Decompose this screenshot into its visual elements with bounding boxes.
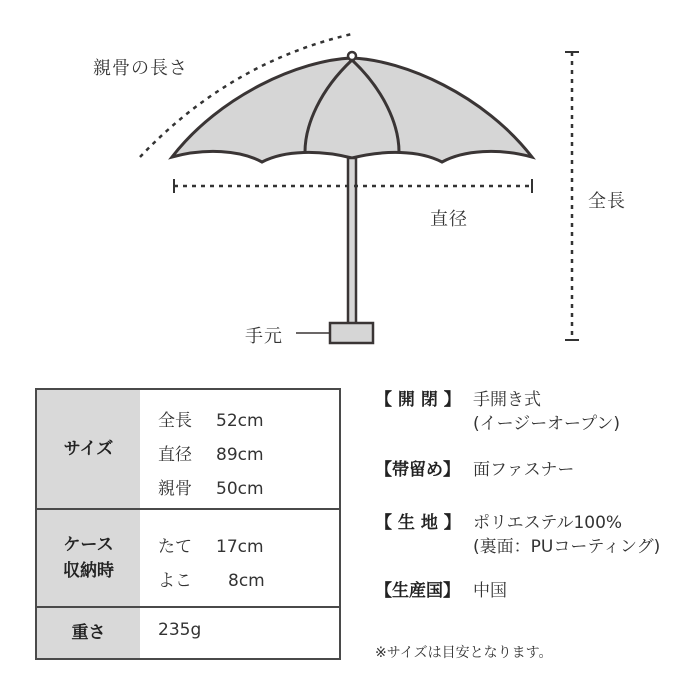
spec-header-case-line1: ケース [63, 535, 114, 555]
handle-label: 手元 [245, 326, 283, 347]
detail-value: ポリエステル100% [473, 513, 623, 533]
spec-header-weight: 重さ [37, 608, 140, 658]
spec-row-weight [37, 608, 339, 658]
spec-key: たて [158, 537, 192, 557]
umbrella-handle [330, 323, 373, 343]
umbrella-shaft [348, 158, 356, 324]
spec-body-case [140, 510, 339, 606]
spec-value: 89cm [216, 445, 264, 465]
spec-line [158, 532, 264, 557]
spec-value: 8cm [228, 571, 265, 591]
diameter-label: 直径 [430, 209, 468, 230]
spec-line [158, 566, 265, 591]
detail-strap [375, 458, 574, 482]
spec-body-weight [140, 608, 339, 658]
detail-label: 【生産国】 [375, 581, 460, 601]
spec-value: 235g [158, 620, 202, 640]
detail-value: 面ファスナー [473, 460, 575, 480]
spec-line [158, 474, 264, 499]
spec-header-case [37, 510, 140, 606]
spec-key: 親骨 [158, 479, 192, 499]
umbrella-tip [348, 52, 356, 60]
spec-key: 直径 [158, 445, 192, 465]
detail-value: 手開き式 [473, 390, 541, 410]
detail-label: 【 開 閉 】 [375, 390, 461, 410]
detail-label: 【帯留め】 [375, 460, 460, 480]
spec-header-size: サイズ [37, 390, 140, 508]
spec-value: 50cm [216, 479, 264, 499]
detail-fabric [375, 511, 660, 559]
detail-value-sub: (イージーオープン) [473, 414, 621, 434]
rib-length-label: 親骨の長さ [93, 58, 188, 79]
spec-row-case [37, 510, 339, 608]
spec-table [35, 388, 341, 660]
detail-value-sub: (裏面：PUコーティング) [473, 537, 661, 557]
spec-body-size [140, 390, 339, 508]
spec-line [158, 440, 264, 465]
spec-line [158, 406, 264, 431]
detail-label: 【 生 地 】 [375, 513, 461, 533]
detail-value: 中国 [473, 581, 507, 601]
spec-key: 全長 [158, 411, 192, 431]
detail-opening [375, 388, 620, 436]
size-note: ※サイズは目安となります。 [375, 645, 553, 661]
umbrella-canopy [172, 58, 532, 162]
total-length-label: 全長 [588, 191, 626, 212]
spec-key: よこ [158, 571, 192, 591]
spec-header-case-line2: 収納時 [63, 561, 114, 581]
detail-origin [375, 579, 507, 603]
spec-row-size [37, 390, 339, 510]
spec-value: 17cm [216, 537, 264, 557]
spec-value: 52cm [216, 411, 264, 431]
